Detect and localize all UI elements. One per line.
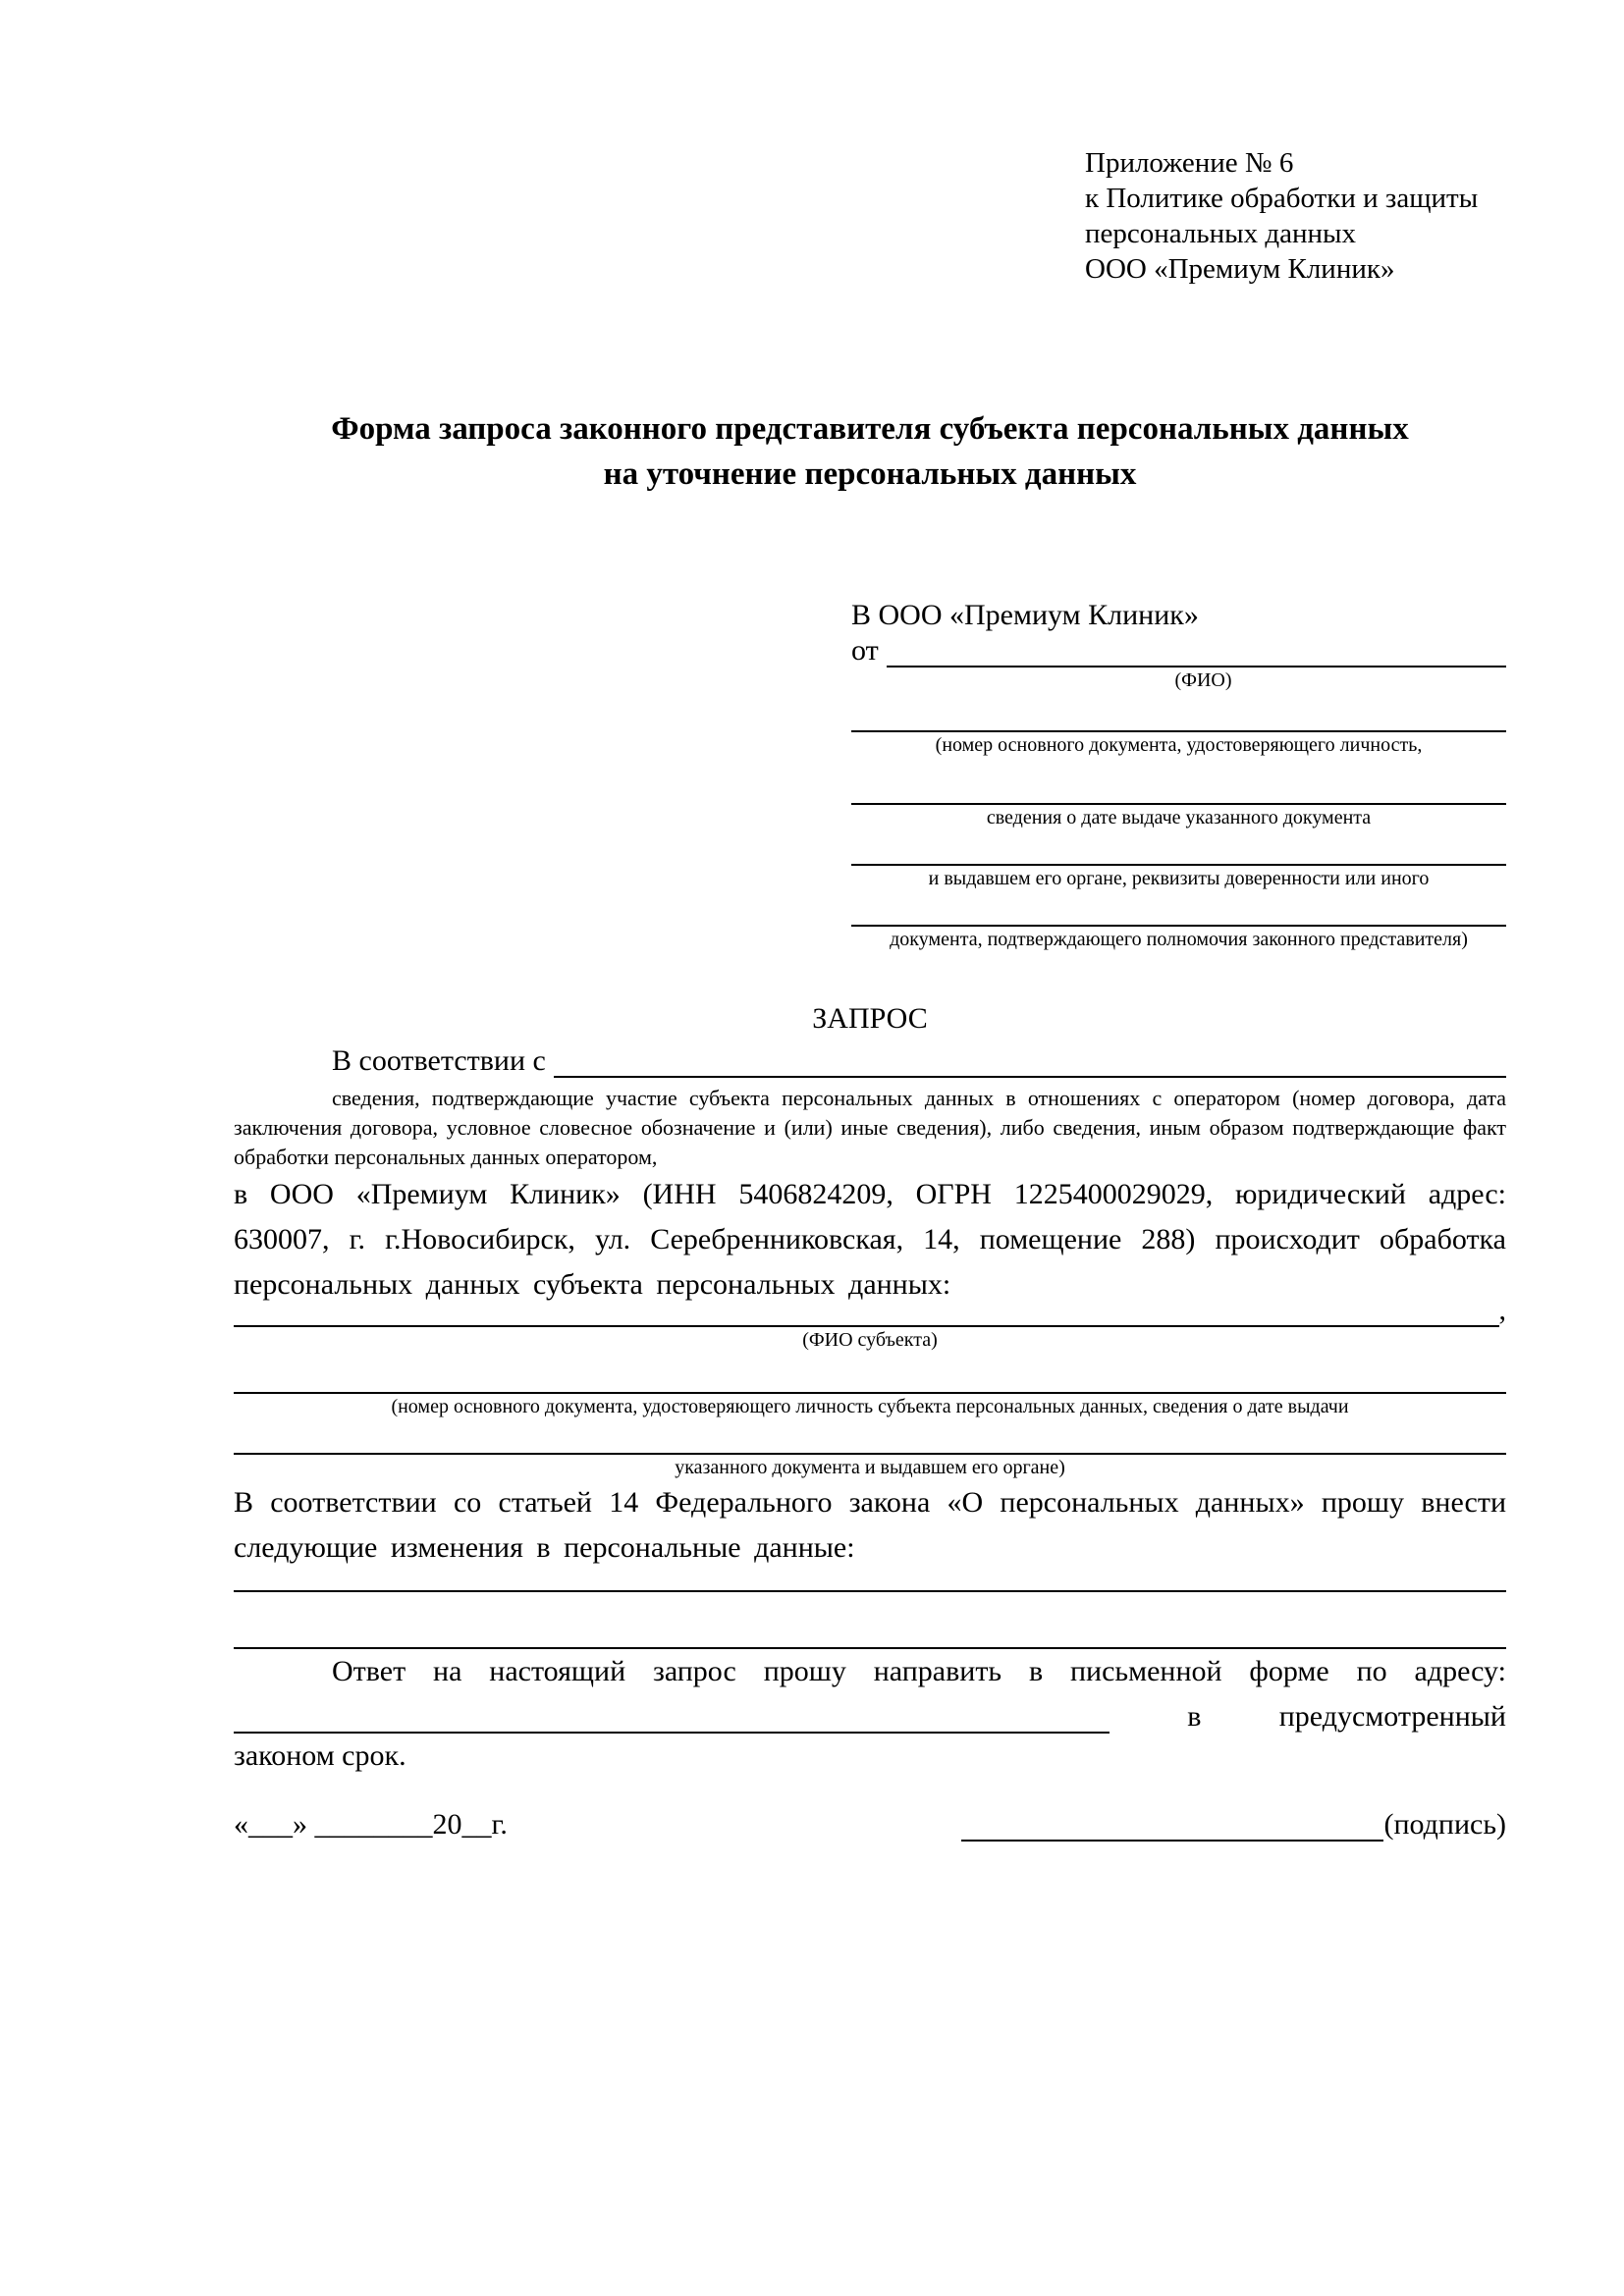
appendix-line: Приложение № 6 <box>1085 147 1294 179</box>
subject-doc-caption-2: указанного документа и выдавшем его органе) <box>675 1457 1065 1478</box>
basis-note: сведения, подтверждающие участие субъекта персональных данных в отношениях с оператором (номер договора, дата заключения договора, условное словесное обозначение и (или) иные сведения), либо сведения, иным образом подтверждающие факт обработки персональных данных оператором, <box>234 1086 1506 1169</box>
address-input-line <box>234 1694 1110 1734</box>
authority-doc-caption: документа, подтверждающего полномочия законного представителя) <box>890 929 1468 950</box>
accordance-input-line <box>554 1048 1506 1078</box>
addressee-organization: В ООО «Премиум Клиник» <box>851 599 1199 631</box>
request-heading: ЗАПРОС <box>812 1002 928 1035</box>
address-row <box>234 1694 1506 1734</box>
addressee-block <box>851 599 1506 952</box>
accordance-row <box>234 1044 1506 1078</box>
signature-caption: (подпись) <box>1383 1808 1506 1841</box>
document-title-line-2: на уточнение персональных данных <box>603 456 1137 492</box>
subject-fio-row <box>234 1294 1506 1327</box>
subject-doc-input-line-1 <box>234 1353 1506 1394</box>
from-label: от <box>851 634 879 667</box>
answer-paragraph-line-1: Ответ на настоящий запрос прошу направить в письменной форме по адресу: <box>332 1655 1506 1687</box>
document-title-line-1: Форма запроса законного представителя субъекта персональных данных <box>331 411 1409 447</box>
issuing-authority-input-line <box>851 830 1506 866</box>
subject-fio-input-line <box>234 1308 1499 1327</box>
appendix-line: персональных данных <box>1085 218 1357 249</box>
issuing-authority-caption: и выдавшем его органе, реквизиты доверенности или иного <box>928 868 1430 889</box>
lawful-term-line: законом срок. <box>234 1739 406 1772</box>
appendix-line: к Политике обработки и защиты <box>1085 183 1479 214</box>
issue-date-input-line <box>851 758 1506 805</box>
changes-input-line-2 <box>234 1592 1506 1649</box>
authority-doc-input-line <box>851 891 1506 927</box>
operator-paragraph: в ООО «Премиум Клиник» (ИНН 5406824209, ОГРН 1225400029029, юридический адрес: 630007, г. г.Новосибирск, ул. Серебренниковская, 14, помещение 288) происходит обработка персональных данных субъекта персональных данных: <box>234 1178 1506 1301</box>
accordance-label: В соответствии с <box>332 1044 546 1077</box>
article-paragraph: В соответствии со статьей 14 Федерального закона «О персональных данных» прошу внести следующие изменения в персональные данные: <box>234 1486 1506 1564</box>
doc-number-caption: (номер основного документа, удостоверяющего личность, <box>935 734 1423 756</box>
subject-doc-input-line-2 <box>234 1419 1506 1455</box>
subject-doc-caption-1: (номер основного документа, удостоверяющего личность субъекта персональных данных, сведения о дате выдачи <box>391 1396 1349 1417</box>
from-row <box>851 634 1506 667</box>
subject-fio-caption: (ФИО субъекта) <box>802 1329 938 1351</box>
trailing-comma: , <box>1498 1294 1506 1326</box>
answer-word-provided: предусмотренный <box>1278 1700 1506 1733</box>
doc-number-input-line <box>851 693 1506 732</box>
signature-group <box>961 1808 1506 1842</box>
fio-caption: (ФИО) <box>1174 669 1232 691</box>
appendix-line: ООО «Премиум Клиник» <box>1085 253 1395 285</box>
footer-row <box>234 1802 1506 1842</box>
signature-input-line <box>961 1808 1383 1842</box>
representative-fio-input-line <box>887 638 1506 667</box>
changes-input-line-1 <box>234 1571 1506 1592</box>
date-field: «___» ________20__г. <box>234 1808 508 1841</box>
document-title <box>234 406 1506 497</box>
appendix-block <box>1085 145 1506 287</box>
answer-word-in: в <box>1187 1700 1202 1733</box>
issue-date-caption: сведения о дате выдаче указанного документа <box>986 807 1372 828</box>
